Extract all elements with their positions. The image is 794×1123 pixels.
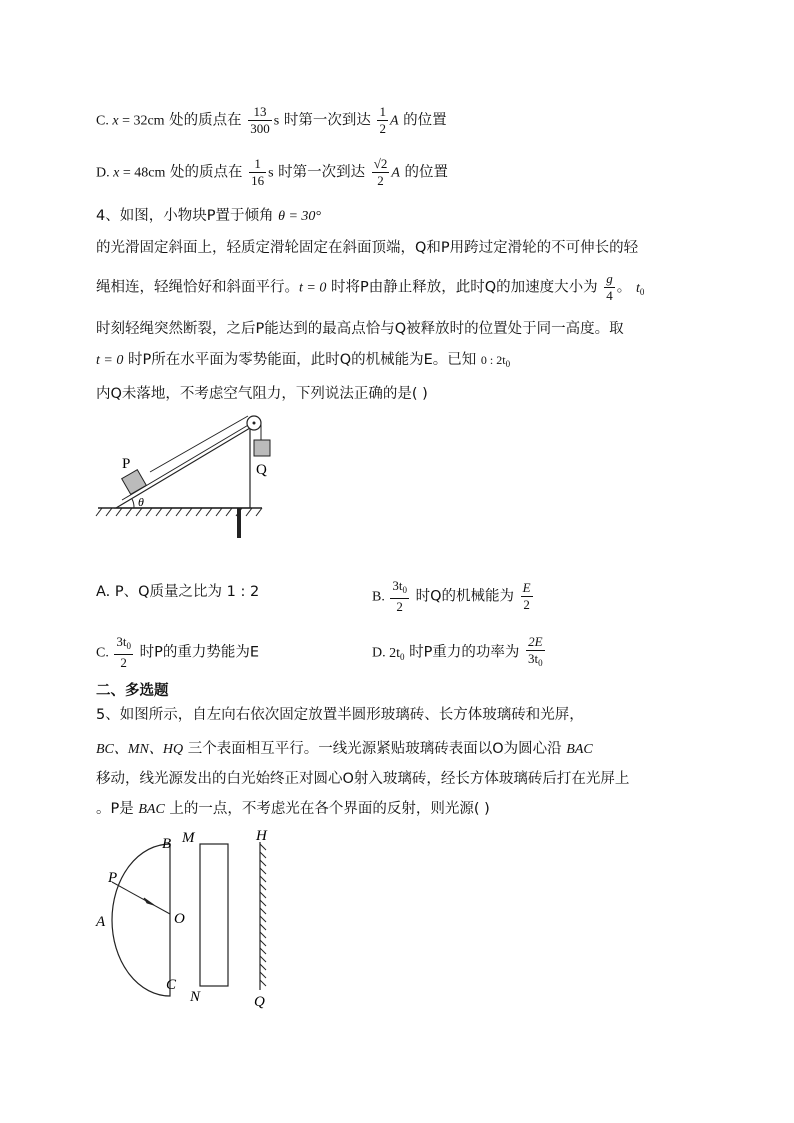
label-n: N — [190, 989, 201, 1005]
q4-line-6: 内Q未落地，不考虑空气阻力，下列说法正确的是( ) — [96, 386, 428, 402]
label-h: H — [256, 828, 267, 844]
optics-figure — [94, 824, 284, 1014]
fraction: $\frac{g}{4}$ — [606, 271, 613, 303]
q4-option-d: D. $2t_0$ 时P重力的功率为 $\frac{2E}{3t_0}$ — [372, 634, 547, 671]
label-q: Q — [256, 462, 267, 478]
screen-hatch — [260, 844, 266, 986]
fraction: $\frac{2E}{3t_0}$ — [527, 634, 543, 668]
q4-line-3: 绳相连，轻绳恰好和斜面平行。t = 0 时将P由静止释放，此时Q的加速度大小为 $\frac{g}{4}$ 。 $t_0$ — [96, 271, 645, 303]
label-b: B — [162, 836, 172, 852]
q5-line-4: 。P是 BAC 上的一点，不考虑光在各个界面的反射，则光源( ) — [96, 801, 490, 817]
block-p — [122, 470, 147, 495]
semicircle-glass — [112, 844, 170, 996]
label-p: P — [122, 456, 131, 472]
q4-option-a: A. P、Q质量之比为 1 : 2 — [96, 584, 260, 600]
incline-surface — [116, 428, 250, 508]
label-o: O — [174, 911, 185, 927]
q4-line-1: 4、如图，小物块P置于倾角 θ = 30° — [96, 208, 322, 224]
q5-line-1: 5、如图所示，自左向右依次固定放置半圆形玻璃砖、长方体玻璃砖和光屏， — [96, 707, 584, 723]
pulley-axle — [253, 422, 256, 425]
fraction: $\frac{3t_0}{2}$ — [392, 578, 407, 614]
fraction: $\frac{13}{300}$ — [250, 104, 270, 136]
section-heading: 二、多选题 — [96, 683, 169, 699]
option-c-prev: C. x = 32cm 处的质点在 $\frac{13}{300}$ s 时第一次到达 $\frac{1}{2}$ A 的位置 — [96, 104, 447, 136]
label-theta: θ — [138, 495, 144, 509]
fraction: $\frac{E}{2}$ — [522, 580, 531, 612]
fraction: $\frac{1}{16}$ — [251, 156, 265, 188]
q4-line-4: 时刻轻绳突然断裂，之后P能达到的最高点恰与Q被释放时的位置处于同一高度。取 — [96, 321, 624, 337]
fraction: $\frac{1}{2}$ — [379, 104, 386, 136]
rope-incline — [150, 416, 248, 472]
block-q — [254, 440, 270, 456]
q4-line-5: t = 0 时P所在水平面为零势能面，此时Q的机械能为E。已知 0 : $2t_0$ — [96, 352, 511, 369]
label-p: P — [108, 870, 118, 886]
angle-arc — [132, 499, 134, 508]
q4-option-c: C. $\frac{3t_0}{2}$ 时P的重力势能为E — [96, 634, 259, 670]
ray-arrow — [144, 898, 154, 905]
rectangular-glass — [200, 844, 228, 986]
incline-pulley-figure — [94, 410, 274, 540]
label-a: A — [96, 914, 106, 930]
option-d-prev: D. x = 48cm 处的质点在 $\frac{1}{16}$ s 时第一次到达 $\frac{√2}{2}$ A 的位置 — [96, 156, 449, 188]
fraction: $\frac{3t_0}{2}$ — [116, 634, 131, 670]
label-m: M — [182, 830, 195, 846]
q4-line-2: 的光滑固定斜面上，轻质定滑轮固定在斜面顶端，Q和P用跨过定滑轮的不可伸长的轻 — [96, 240, 639, 256]
fraction: $\frac{√2}{2}$ — [373, 156, 388, 188]
label-q: Q — [254, 994, 265, 1010]
q5-line-3: 移动，线光源发出的白光始终正对圆心O射入玻璃砖，经长方体玻璃砖后打在光屏上 — [96, 771, 630, 787]
light-ray — [112, 882, 170, 914]
q5-line-2: BC、MN、HQ 三个表面相互平行。一线光源紧贴玻璃砖表面以O为圆心沿 BAC — [96, 741, 593, 757]
label-c: C — [166, 977, 177, 993]
q4-option-b: B. $\frac{3t_0}{2}$ 时Q的机械能为 $\frac{E}{2}$ — [372, 578, 531, 614]
